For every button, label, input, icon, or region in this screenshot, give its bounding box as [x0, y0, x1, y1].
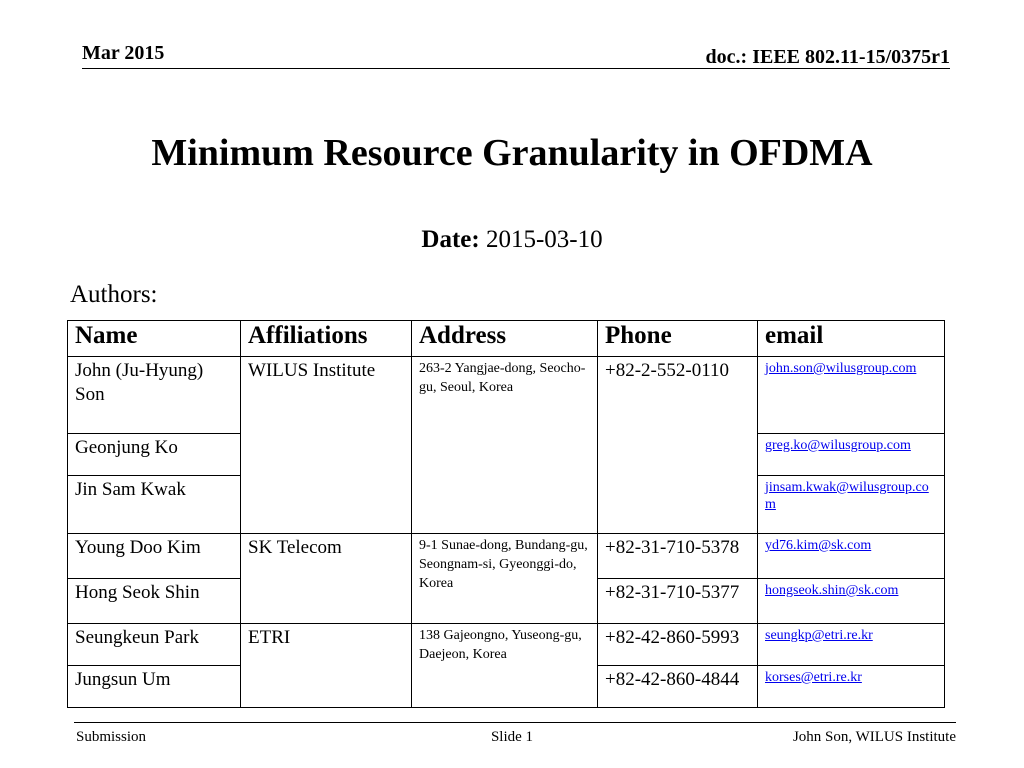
author-name: Hong Seok Shin [68, 578, 241, 623]
author-phone: +82-31-710-5378 [598, 533, 758, 578]
author-affiliation: ETRI [241, 623, 412, 707]
author-email-link[interactable]: hongseok.shin@sk.com [765, 582, 899, 598]
header-date: Mar 2015 [82, 42, 165, 64]
author-email-link[interactable]: greg.ko@wilusgroup.com [765, 437, 911, 453]
author-email-link[interactable]: korses@etri.re.kr [765, 669, 862, 685]
author-phone: +82-42-860-4844 [598, 665, 758, 707]
author-phone: +82-31-710-5377 [598, 578, 758, 623]
col-header-address: Address [412, 321, 598, 357]
table-row [68, 357, 945, 434]
header-doc-id: doc.: IEEE 802.11-15/0375r1 [705, 46, 950, 68]
date-value: 2015-03-10 [479, 226, 603, 253]
author-address: 138 Gajeongno, Yuseong-gu, Daejeon, Korea [412, 623, 598, 707]
author-affiliation: SK Telecom [241, 533, 412, 623]
table-row [68, 623, 945, 665]
author-affiliation: WILUS Institute [241, 357, 412, 534]
col-header-affiliations: Affiliations [241, 321, 412, 357]
author-email-link[interactable]: seungkp@etri.re.kr [765, 627, 873, 643]
author-name: Young Doo Kim [68, 533, 241, 578]
author-address: 263-2 Yangjae-dong, Seocho-gu, Seoul, Korea [412, 357, 598, 534]
author-email-link[interactable]: john.son@wilusgroup.com [765, 361, 917, 376]
author-name: Geonjung Ko [68, 433, 241, 475]
footer-submission: Submission [76, 729, 147, 745]
col-header-phone: Phone [598, 321, 758, 357]
author-address: 9-1 Sunae-dong, Bundang-gu, Seongnam-si, Gyeonggi-do, Korea [412, 533, 598, 623]
author-email-link[interactable]: jinsam.kwak@wilusgroup.com [765, 479, 929, 512]
author-name: Jungsun Um [68, 665, 241, 707]
authors-table [67, 320, 945, 708]
author-phone: +82-2-552-0110 [598, 357, 758, 534]
author-name: Jin Sam Kwak [68, 475, 241, 533]
authors-label: Authors: [70, 281, 158, 308]
date-label: Date: [421, 226, 480, 253]
date-line [0, 226, 1024, 254]
footer-slide-number: Slide 1 [490, 729, 534, 745]
footer-divider [74, 722, 956, 723]
col-header-email: email [758, 321, 945, 357]
footer-author: John Son, WILUS Institute [792, 729, 956, 745]
table-row [68, 533, 945, 578]
header-divider [82, 68, 950, 69]
author-name: John (Ju-Hyung) Son [68, 357, 241, 434]
table-header-row [68, 321, 945, 357]
author-phone: +82-42-860-5993 [598, 623, 758, 665]
author-email-link[interactable]: yd76.kim@sk.com [765, 537, 872, 553]
col-header-name: Name [68, 321, 241, 357]
author-name: Seungkeun Park [68, 623, 241, 665]
slide-title: Minimum Resource Granularity in OFDMA [151, 132, 873, 174]
